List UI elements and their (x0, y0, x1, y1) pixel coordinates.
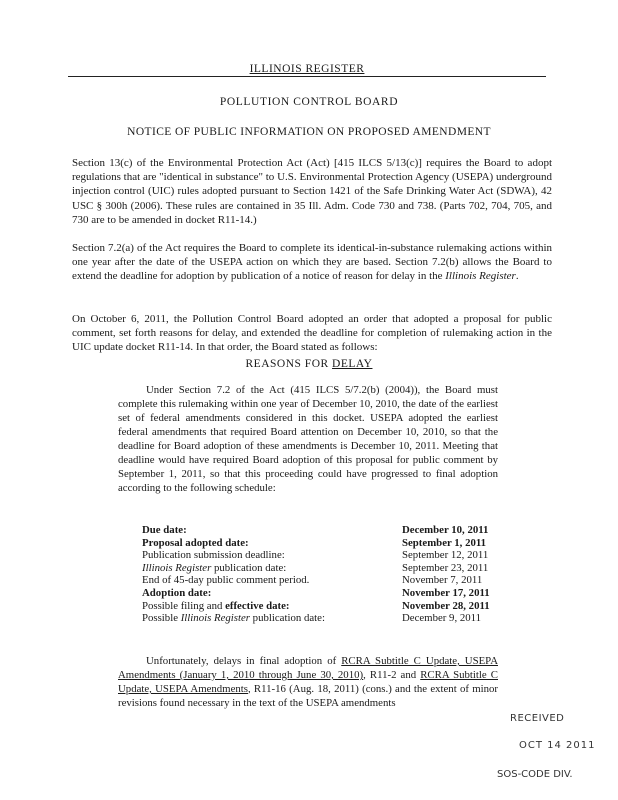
reasons-title-plain: REASONS FOR (245, 358, 333, 370)
schedule-date: November 7, 2011 (402, 574, 483, 587)
schedule-label-italic: Illinois Register (180, 612, 250, 625)
schedule-label: End of 45-day public comment period. (142, 574, 310, 587)
schedule-date: September 23, 2011 (402, 561, 489, 574)
schedule-date: November 28, 2011 (402, 599, 490, 612)
schedule-row (142, 524, 492, 537)
received-stamp-date: OCT 14 2011 (519, 740, 596, 751)
schedule-date: December 9, 2011 (402, 612, 482, 625)
schedule-table (142, 524, 492, 625)
schedule-row (142, 600, 492, 613)
schedule-label (142, 600, 390, 613)
schedule-label-italic: Illinois Register (142, 561, 212, 574)
schedule-date: September 12, 2011 (402, 549, 489, 562)
schedule-label: Due date: (142, 524, 187, 536)
paragraph-october-order: On October 6, 2011, the Pollution Control Board adopted an order that adopted a proposal for public comment, set forth reasons for delay, and extended the deadline for completion of rulemaking action in the UIC update docket R11-14. In that order, the Board stated as follows: (72, 313, 552, 354)
schedule-label-plain: Possible filing and (142, 599, 226, 612)
schedule-row (142, 562, 492, 575)
rcra-docket-r11-2-title: RCRA Subtitle C Update, USEPA Amendments (January 1, 2010 through June 30, 2010) (118, 655, 498, 681)
schedule-label: Proposal adopted date: (142, 536, 249, 549)
quote-paragraph-1 (118, 383, 498, 495)
schedule-row (142, 549, 492, 562)
schedule-date: September 1, 2011 (402, 536, 487, 549)
reasons-for-delay-title (0, 358, 618, 370)
schedule-row (142, 587, 492, 600)
paragraph-section-7-2 (72, 241, 552, 284)
schedule-label: Publication submission deadline: (142, 549, 285, 562)
schedule-label-rest: publication date: (249, 612, 325, 625)
paragraph-section-13c: Section 13(c) of the Environmental Protection Act (Act) [415 ILCS 5/13(c)] requires the Board to adopt regulations that are "identical in substance" to U.S. Environmental Protection Agency (USEPA) underground injection control (UIC) rules adopted pursuant to Section 1421 of the Safe Drinking Water Act (SDWA), 42 USC § 300h (2006). These rules are contained in 35 Ill. Adm. Code 730 and 738. (Parts 702, 704, 705, and 730 are to be amended in docket R11-14.) (72, 157, 552, 226)
schedule-label-pre: Possible (142, 612, 181, 625)
register-header (68, 63, 546, 77)
schedule-row (142, 612, 492, 625)
schedule-label-bold: effective date: (225, 599, 290, 612)
quote-paragraph-1-text: Under Section 7.2 of the Act (415 ILCS 5/7.2(b) (2004)), the Board must complete this rulemaking within one year of December 10, 2010, the date of the earliest set of federal amendments considered in this docket. USEPA adopted the earliest federal amendments that required Board attention on December 10, 2010, so that the deadline for Board adoption of these amendments is December 10, 2011. Meeting that deadline would have required Board adoption of this proposal for public comment by September 1, 2011, so that this proceeding could have progressed to final adoption according to the following schedule: (118, 384, 498, 494)
reasons-title-underlined: DELAY (332, 358, 373, 370)
schedule-row (142, 537, 492, 550)
board-title: POLLUTION CONTROL BOARD (219, 96, 399, 108)
register-header-text: ILLINOIS REGISTER (249, 63, 365, 75)
illinois-register-italic: Illinois Register (445, 270, 516, 283)
quote-paragraph-2-text-3: , R11-16 (Aug. 18, 2011) (cons.) and the extent of minor revisions found necessary in the text of the USEPA amendments (118, 683, 498, 709)
received-stamp-division: SOS-CODE DIV. (497, 769, 573, 780)
paragraph-section-7-2-end: . (515, 270, 519, 283)
schedule-label (142, 612, 390, 625)
rcra-docket-r11-16-title: RCRA Subtitle C Update, USEPA Amendments (118, 669, 499, 695)
schedule-date: November 17, 2011 (402, 586, 490, 599)
schedule-date: December 10, 2011 (402, 524, 489, 536)
received-stamp: RECEIVED (510, 713, 565, 724)
notice-title: NOTICE OF PUBLIC INFORMATION ON PROPOSED AMENDMENT (127, 126, 491, 138)
quote-paragraph-2 (118, 654, 498, 710)
schedule-label: Adoption date: (142, 586, 212, 599)
paragraph-section-7-2-text: Section 7.2(a) of the Act requires the Board to complete its identical-in-substance rulemaking actions within one year after the date of the USEPA action on which they are based. Section 7.2(b) allows the Board to extend the deadline for adoption by publication of a notice of reason for delay in the (72, 242, 552, 283)
quote-paragraph-2-text-1: Unfortunately, delays in final adoption of (146, 655, 342, 667)
schedule-label-rest: publication date: (211, 561, 287, 574)
schedule-row (142, 574, 492, 587)
schedule-label (142, 562, 390, 575)
quote-paragraph-2-text-2: , R11-2 and (363, 669, 421, 681)
